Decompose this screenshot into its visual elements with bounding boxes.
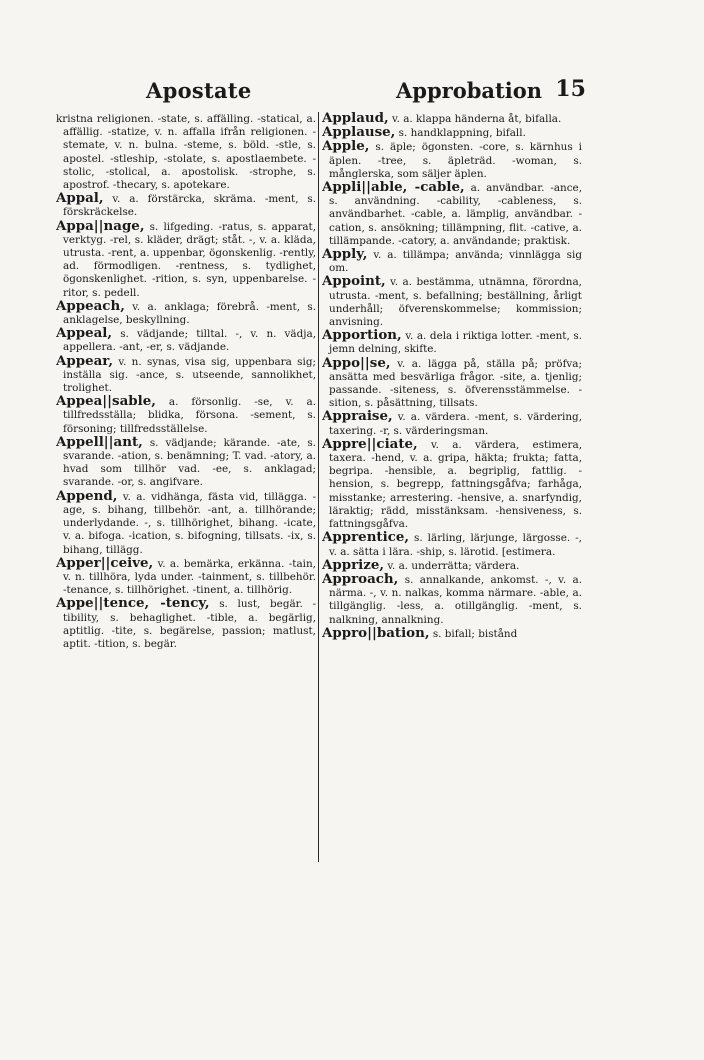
dictionary-entry: [56, 487, 316, 557]
entry-text: s. bifall; bistånd: [432, 627, 518, 640]
entry-text: s. äple; ögonsten. -core, s. kärnhus i äplen. -tree, s. äpleträd. -woman, s. månglerska, som säljer äplen.: [329, 141, 582, 180]
entry-text: s. lust, begär. -tibility, s. behaglighet. -tible, a. begärlig, aptitlig. -tite, s. begärelse, passion; matlust, aptit. -tition, s. begär.: [63, 598, 316, 650]
entry-headword: Apportion,: [322, 327, 402, 344]
entry-text: kristna religionen. -state, s. affälling. -statical, a. affällig. -statize, v. n. affalla ifrån religionen. -stemate, v. n. bulna. -steme, s. böld. -stle, s. apostel. -stleship, -stolate, s. apostlaembete. -stolic, -stolical, a. apostolisk. -strophe, s. apostrof. -thecary, s. apotekare.: [56, 113, 316, 192]
dictionary-entry: [56, 433, 316, 490]
entry-text: s. vädjande; tilltal. -, v. n. vädja, appellera. -ant, -er, s. vädjande.: [63, 328, 316, 354]
entry-text: a. försonlig. -se, v. a. tillfredsställa; blidka, försona. -sement, s. försoning; tillfredsställelse.: [63, 396, 316, 435]
entry-text: v. a. dela i riktiga lotter. -ment, s. jemn delning, skifte.: [329, 330, 582, 356]
entry-text: v. a. tillämpa; använda; vinnlägga sig om.: [329, 249, 582, 275]
dictionary-entry: [322, 181, 582, 248]
dictionary-entry: [56, 554, 316, 598]
entry-text: s. vädjande; kärande. -ate, s. svarande. -ation, s. benämning; T. vad. -atory, a. hvad som tillhör vad. -ee, s. anklagad; svarande. -or, s. angifvare.: [63, 436, 316, 489]
dictionary-entry: [322, 354, 582, 411]
entry-headword: Appea||sable,: [56, 393, 156, 410]
entry-text: v. a. värdera, estimera, taxera. -hend, v. a. gripa, häkta; frukta; fatta, begripa. -hensible, a. begriplig, fattlig. -hension, s. begrepp, fattningsgåfva; farhåga, misstanke; arrestering. -hensive, a. snarfyndig, läraktig; rädd, misstänksam. -hensiveness, s. fattningsgåfva.: [329, 438, 582, 531]
entry-headword: Appal,: [56, 190, 104, 207]
dictionary-entry: [56, 327, 316, 354]
left-column: [56, 112, 316, 892]
entry-headword: Appo||se,: [322, 354, 391, 371]
column-divider: [318, 112, 319, 862]
entry-headword: Appraise,: [322, 408, 393, 425]
entry-headword: Appeach,: [56, 297, 125, 314]
dictionary-entry: [322, 329, 582, 356]
entry-headword: Apply,: [322, 246, 368, 263]
page-number: 15: [555, 76, 586, 102]
entry-text: v. a. bemärka, erkänna. -tain, v. n. tillhöra, lyda under. -tainment, s. tillbehör. -tenance, s. tillhörighet. -tinent, a. tillhörig.: [63, 557, 316, 597]
dictionary-entry: [322, 275, 582, 329]
dictionary-entry: [56, 597, 316, 651]
entry-text: v. a. värdera. -ment, s. värdering, taxering. -r, s. värderingsman.: [329, 411, 582, 437]
entry-text: s. annalkande, ankomst. -, v. a. närma. -, v. n. nalkas, komma närmare. -able, a. tillgänglig. -less, a. otillgänglig. -ment, s. nalkning, annalkning.: [329, 573, 582, 626]
dictionary-entry: [322, 570, 582, 627]
entry-text: v. n. synas, visa sig, uppenbara sig; inställa sig. -ance, s. utseende, sannolikhet, trolighet.: [63, 355, 316, 395]
dictionary-entry: [56, 192, 316, 219]
dictionary-columns: [56, 112, 588, 892]
entry-headword: Appro||bation,: [322, 624, 430, 641]
dictionary-entry: [322, 531, 582, 558]
entry-headword: Appear,: [56, 352, 114, 369]
entry-text: v. a. bestämma, utnämna, förordna, utrusta. -ment, s. befallning; beställning, årligt underhåll; öfverenskommelse; kommission; anvisning.: [329, 276, 582, 329]
entry-headword: Applause,: [322, 124, 396, 141]
entry-headword: Apper||ceive,: [56, 554, 154, 571]
entry-headword: Appre||ciate,: [322, 435, 418, 452]
right-running-headword: Approbation: [396, 78, 542, 103]
entry-headword: Appli||able, -cable,: [322, 179, 465, 196]
dictionary-entry: [56, 112, 316, 192]
entry-headword: Appoint,: [322, 273, 386, 290]
entry-text: s. handklappning, bifall.: [398, 127, 526, 140]
entry-headword: Appell||ant,: [56, 433, 143, 450]
entry-text: s. lärling, lärjunge, lärgosse. -, v. a. sätta i lära. -ship, s. lärotid. [estimera.: [329, 532, 582, 558]
entry-headword: Apple,: [322, 138, 370, 155]
entry-text: a. användbar. -ance, s. användning. -cability, -cableness, s. användbarhet. -cable, a. lämplig, användbar. -cation, s. ansökning; tillämpning, flit. -cative, a. tillämpande. -catory, a. användande; praktisk.: [329, 182, 582, 247]
entry-headword: Applaud,: [322, 112, 389, 126]
entry-headword: Appa||nage,: [56, 217, 145, 234]
dictionary-entry: [56, 297, 316, 327]
dictionary-entry: [322, 435, 582, 531]
page-header: [136, 78, 586, 112]
dictionary-entry: [322, 140, 582, 181]
dictionary-entry: [322, 410, 582, 437]
dictionary-entry: [322, 248, 582, 275]
right-column: [322, 112, 582, 892]
left-running-headword: Apostate: [146, 78, 252, 103]
entry-headword: Apprize,: [322, 556, 385, 573]
entry-text: v. a. klappa händerna åt, bifalla.: [391, 113, 562, 125]
entry-headword: Approach,: [322, 570, 399, 587]
dictionary-entry: [56, 217, 316, 300]
entry-text: v. a. lägga på, ställa på; pröfva; ansätta med besvärliga frågor. -site, a. tjenlig; passande. -siteness, s. öfverensstämmelse. -sition, s. påsättning, tillsats.: [329, 357, 582, 410]
entry-headword: Appe||tence, -tency,: [56, 595, 210, 612]
entry-headword: Append,: [56, 487, 118, 504]
dictionary-entry: [56, 352, 316, 396]
entry-text: v. a. förstärcka, skräma. -ment, s. förskräckelse.: [63, 193, 316, 219]
entry-text: v. a. anklaga; förebrå. -ment, s. anklagelse, beskyllning.: [63, 300, 316, 327]
dictionary-entry: [322, 624, 582, 641]
dictionary-entry: [56, 395, 316, 436]
entry-headword: Appeal,: [56, 325, 113, 342]
entry-text: v. a. underrätta; värdera.: [387, 559, 520, 572]
entry-text: s. lifgeding. -ratus, s. apparat, verktyg. -rel, s. kläder, drägt; ståt. -, v. a. kläda, utrusta. -rent, a. uppenbar, ögonskenlig. -rently, ad. förmodligen. -rentness, s. tydlighet, ögonskenlighet. -rition, s. syn, uppenbarelse. -ritor, s. pedell.: [63, 220, 316, 299]
entry-text: v. a. vidhänga, fästa vid, tillägga. -age, s. bihang, tillbehör. -ant, a. tillhörande; underlydande. -, s. tillhörighet, bihang. -icate, v. a. bifoga. -ication, s. bifogning, tillsats. -ix, s. bihang, tillägg.: [63, 490, 316, 556]
entry-headword: Apprentice,: [322, 529, 410, 546]
